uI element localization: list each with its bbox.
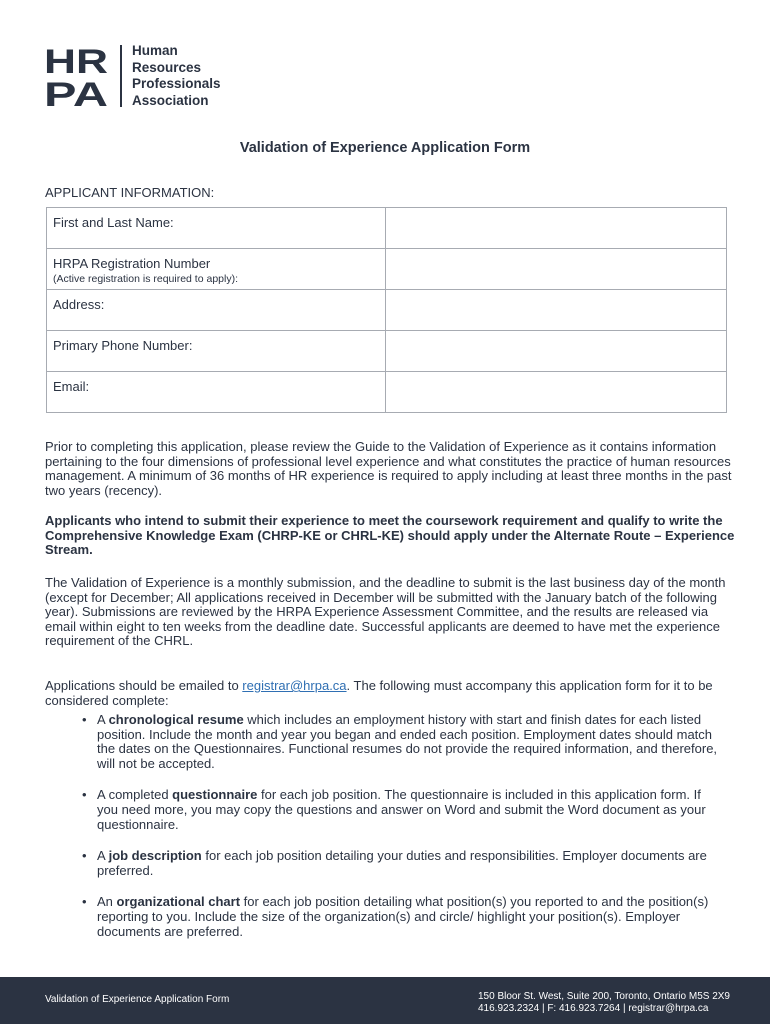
registration-number-label: HRPA Registration Number (Active registration is required to apply): xyxy=(47,249,386,290)
name-label: First and Last Name: xyxy=(47,208,386,249)
registration-number-field[interactable] xyxy=(386,249,727,290)
logo-line: Association xyxy=(132,92,209,108)
footer-contact xyxy=(478,991,730,1015)
list-item: • A chronological resume which includes an employment history with start and finish dates for each listed position. Include the month and year you began and ended each position. Employment dates should match the dates on the Questionnaires. Functional resumes do not provide the required information, and therefore, will not be accepted. xyxy=(82,712,718,771)
footer-form-name: Validation of Experience Application Form xyxy=(45,994,230,1005)
logo-line: Resources xyxy=(132,59,202,75)
footer-phone-email: 416.923.2324 | F: 416.923.7264 | registrar@hrpa.ca xyxy=(478,1003,709,1014)
address-label: Address: xyxy=(47,290,386,331)
hrpa-logo-mark xyxy=(44,44,110,108)
phone-field[interactable] xyxy=(386,331,727,372)
phone-label: Primary Phone Number: xyxy=(47,331,386,372)
logo-divider xyxy=(120,45,122,107)
hrpa-logo xyxy=(44,44,221,108)
svg-text:PA: PA xyxy=(44,76,108,108)
requirements-list xyxy=(82,713,722,956)
footer-address: 150 Bloor St. West, Suite 200, Toronto, Ontario M5S 2X9 xyxy=(478,991,730,1002)
applicant-info-heading: APPLICANT INFORMATION: xyxy=(45,185,215,200)
table-row xyxy=(47,208,727,249)
name-field[interactable] xyxy=(386,208,727,249)
list-item: • A job description for each job position detailing your duties and responsibilities. Employer documents are preferred. xyxy=(82,848,707,878)
intro-paragraph: Prior to completing this application, please review the Guide to the Validation of Experience as it contains information pertaining to the four dimensions of professional level experience and what constitutes the practice of human resources management. A minimum of 36 months of HR experience is required to apply including at least three months in the past two years (recency). xyxy=(45,439,732,498)
alternate-route-notice: Applicants who intend to submit their experience to meet the coursework requirement and qualify to write the Comprehensive Knowledge Exam (CHRP-KE or CHRL-KE) should apply under the Alternate Route – Experience Stream. xyxy=(45,513,735,558)
email-instructions: Applications should be emailed to registrar@hrpa.ca. The following must accompany this application form for it to be considered complete: xyxy=(45,678,713,708)
table-row xyxy=(47,290,727,331)
logo-line: Professionals xyxy=(132,76,221,91)
logo-line: Human xyxy=(132,43,178,58)
email-field[interactable] xyxy=(386,372,727,413)
applicant-info-table xyxy=(46,207,727,413)
svg-text:HR: HR xyxy=(44,44,108,81)
table-row xyxy=(47,331,727,372)
page-footer xyxy=(0,977,770,1024)
submission-paragraph: The Validation of Experience is a monthly submission, and the deadline to submit is the last business day of the month (except for December; All applications received in December will be submitted with the January batch of the following year). Submissions are reviewed by the HRPA Experience Assessment Committee, and the results are released via email within eight to ten weeks from the deadline date. Successful applicants are deemed to have met the experience requirement of the CHRL. xyxy=(45,575,726,649)
list-item: • An organizational chart for each job position detailing what position(s) you reported to and the position(s) reporting to you. Include the size of the organization(s) and circle/ highlight your position(s). Employer documents are preferred. xyxy=(82,894,709,939)
table-row xyxy=(47,372,727,413)
table-row xyxy=(47,249,727,290)
registration-note: (Active registration is required to apply): xyxy=(53,273,238,285)
address-field[interactable] xyxy=(386,290,727,331)
list-item: • A completed questionnaire for each job position. The questionnaire is included in this application form. If you need more, you may copy the questions and answer on Word and submit the Word document as your questionnaire. xyxy=(82,787,706,832)
email-label: Email: xyxy=(47,372,386,413)
form-title: Validation of Experience Application Form xyxy=(239,140,531,156)
logo-wordmark xyxy=(132,43,221,109)
registrar-email-link[interactable]: registrar@hrpa.ca xyxy=(242,678,347,693)
